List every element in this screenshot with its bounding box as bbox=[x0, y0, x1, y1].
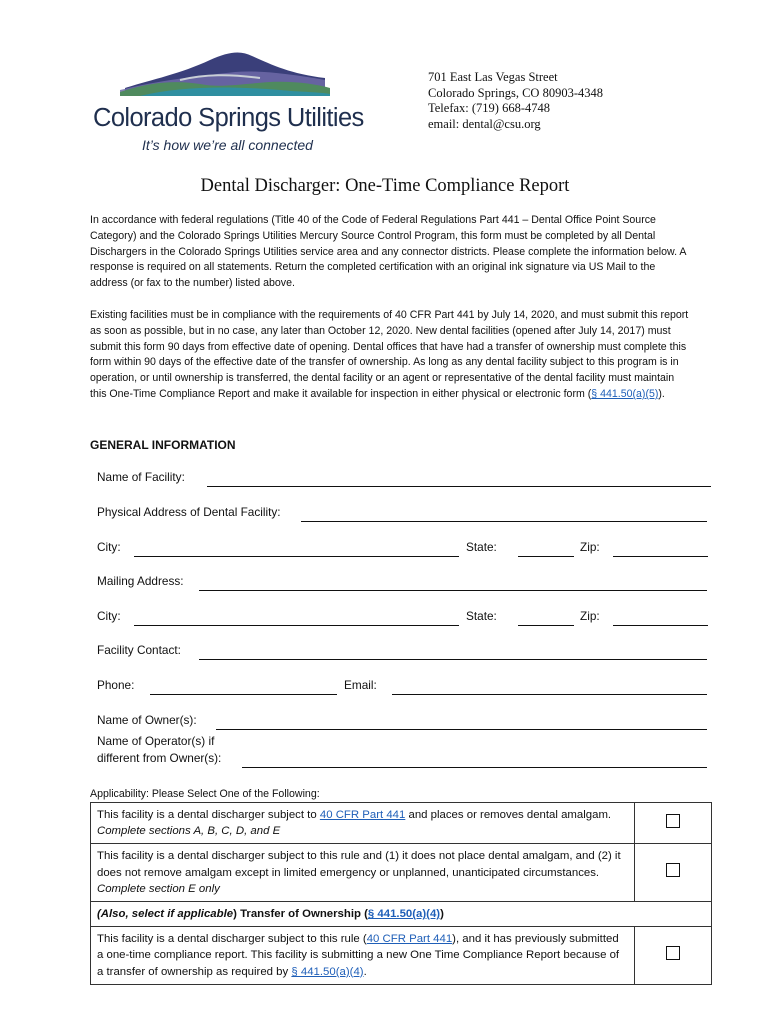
state-field[interactable] bbox=[518, 556, 574, 557]
name-of-facility-field[interactable] bbox=[207, 486, 711, 487]
phone-field[interactable] bbox=[150, 694, 337, 695]
physical-address-field[interactable] bbox=[301, 521, 707, 522]
option-1-checkbox-cell bbox=[635, 803, 712, 844]
intro-p2-text: Existing facilities must be in compliance with the requirements of 40 CFR Part 441 by July 14, 2020, and must submit this report as soon as possible, but in no case, any later than October 12, 2020. New dental facilities (opened after July 14, 2017) must submit this form 90 days from effective date of opening. Dental offices that have had a transfer of ownership must complete this form within 90 days of the effective date of the transfer of ownership. As long as any dental facility subject to this program is in operation, or until ownership is transferred, the dental facility or an agent or representative of the dental facility must maintain this One-Time Compliance Report and make it available for inspection in either physical or electronic form ( bbox=[90, 309, 689, 400]
address-street: 701 East Las Vegas Street bbox=[428, 70, 558, 84]
applicability-option-1 bbox=[91, 803, 712, 844]
name-of-facility-label: Name of Facility: bbox=[97, 470, 185, 484]
address-city: Colorado Springs, CO 80903-4348 bbox=[428, 85, 603, 100]
zip-field[interactable] bbox=[613, 556, 708, 557]
intro-p2-end: ). bbox=[658, 387, 665, 400]
option-2-checkbox-cell bbox=[635, 844, 712, 902]
zip-label: Zip: bbox=[580, 540, 600, 554]
operator-label-line2: different from Owner(s): bbox=[97, 751, 222, 765]
transfer-of-ownership-header bbox=[91, 902, 712, 927]
option-1-text bbox=[91, 803, 635, 844]
mailing-zip-field[interactable] bbox=[613, 625, 708, 626]
operator-label-line1: Name of Operator(s) if bbox=[97, 734, 215, 748]
operator-field[interactable] bbox=[242, 767, 707, 768]
option-3-text-a: This facility is a dental discharger subject to this rule ( bbox=[97, 933, 367, 946]
option-2-text-a: This facility is a dental discharger subject to this rule and (1) it does not place dental amalgam, and (2) it does not remove amalgam except in limited emergency or unplanned, unanticipated circumstances. bbox=[97, 850, 621, 879]
40-cfr-part-441-link-2[interactable]: 40 CFR Part 441 bbox=[366, 933, 453, 946]
mailing-city-field[interactable] bbox=[134, 625, 459, 626]
option-1-text-a: This facility is a dental discharger subject to bbox=[97, 809, 320, 821]
option-2-checkbox[interactable] bbox=[666, 863, 680, 877]
address-email: email: dental@csu.org bbox=[428, 116, 541, 131]
option-2-instruction: Complete section E only bbox=[97, 882, 220, 895]
option-2-text bbox=[91, 844, 635, 902]
mailing-state-field[interactable] bbox=[518, 625, 574, 626]
transfer-of-ownership-header-row bbox=[91, 902, 712, 927]
email-label: Email: bbox=[344, 678, 377, 692]
transfer-header-end: ) bbox=[440, 908, 444, 921]
mailing-address-field[interactable] bbox=[199, 590, 707, 591]
option-3-checkbox[interactable] bbox=[666, 946, 680, 960]
mailing-zip-label: Zip: bbox=[580, 609, 600, 623]
page-title: Dental Discharger: One-Time Compliance Report bbox=[200, 176, 570, 196]
mailing-state-label: State: bbox=[466, 609, 497, 623]
option-3-text-b: ), and it has previously submitted a one-time compliance report. This facility is submitting a new One Time Compliance Report because of a transfer of ownership as required by bbox=[97, 933, 620, 978]
company-logo bbox=[90, 50, 364, 160]
phone-label: Phone: bbox=[97, 678, 135, 692]
owner-field[interactable] bbox=[216, 729, 707, 730]
address-telefax: Telefax: (719) 668-4748 bbox=[428, 101, 551, 115]
city-label: City: bbox=[97, 540, 121, 554]
logo-tagline: It’s how we’re all connected bbox=[142, 137, 313, 153]
cfr-441-50-a-5-link[interactable]: § 441.50(a)(5) bbox=[591, 387, 659, 400]
intro-paragraph-1: In accordance with federal regulations (Title 40 of the Code of Federal Regulations Part 441 – Dental Office Point Source Category) and the Colorado Springs Utilities Mercury Source Control Program, this form must be completed by all Dental Dischargers in the Colorado Springs Utilities service area and any connector districts. Please complete the information below. A response is required on all statements. Return the completed certification with an original ink signature via US Mail to the address (or fax to the number) listed above. bbox=[90, 214, 686, 290]
cfr-441-50-a-4-link-2[interactable]: § 441.50(a)(4) bbox=[291, 965, 364, 978]
applicability-table bbox=[90, 802, 712, 985]
applicability-option-2 bbox=[91, 844, 712, 902]
applicability-heading: Applicability: Please Select One of the Following: bbox=[90, 788, 320, 800]
applicability-option-3 bbox=[91, 927, 712, 985]
mountain-logo-icon bbox=[120, 50, 330, 96]
option-3-checkbox-cell bbox=[635, 927, 712, 985]
owner-label: Name of Owner(s): bbox=[97, 713, 197, 727]
facility-contact-field[interactable] bbox=[199, 659, 707, 660]
also-select-if-applicable: (Also, select if applicable bbox=[97, 908, 234, 921]
contact-address bbox=[428, 70, 603, 132]
physical-address-label: Physical Address of Dental Facility: bbox=[97, 505, 281, 519]
option-3-text bbox=[91, 927, 635, 985]
email-field[interactable] bbox=[392, 694, 707, 695]
mailing-address-label: Mailing Address: bbox=[97, 574, 184, 588]
facility-contact-label: Facility Contact: bbox=[97, 643, 181, 657]
option-1-checkbox[interactable] bbox=[666, 814, 680, 828]
mailing-city-label: City: bbox=[97, 609, 121, 623]
option-3-text-end: . bbox=[363, 965, 367, 978]
intro-paragraph-2 bbox=[90, 308, 690, 403]
option-1-text-b: and places or removes dental amalgam. bbox=[405, 809, 612, 821]
general-information-heading: GENERAL INFORMATION bbox=[90, 438, 236, 452]
cfr-441-50-a-4-link[interactable]: § 441.50(a)(4) bbox=[367, 908, 441, 921]
logo-name: Colorado Springs Utilities bbox=[93, 104, 364, 132]
transfer-of-ownership-text: ) Transfer of Ownership ( bbox=[233, 908, 368, 921]
state-label: State: bbox=[466, 540, 497, 554]
city-field[interactable] bbox=[134, 556, 459, 557]
option-1-instruction: Complete sections A, B, C, D, and E bbox=[97, 825, 281, 838]
40-cfr-part-441-link[interactable]: 40 CFR Part 441 bbox=[319, 809, 406, 821]
